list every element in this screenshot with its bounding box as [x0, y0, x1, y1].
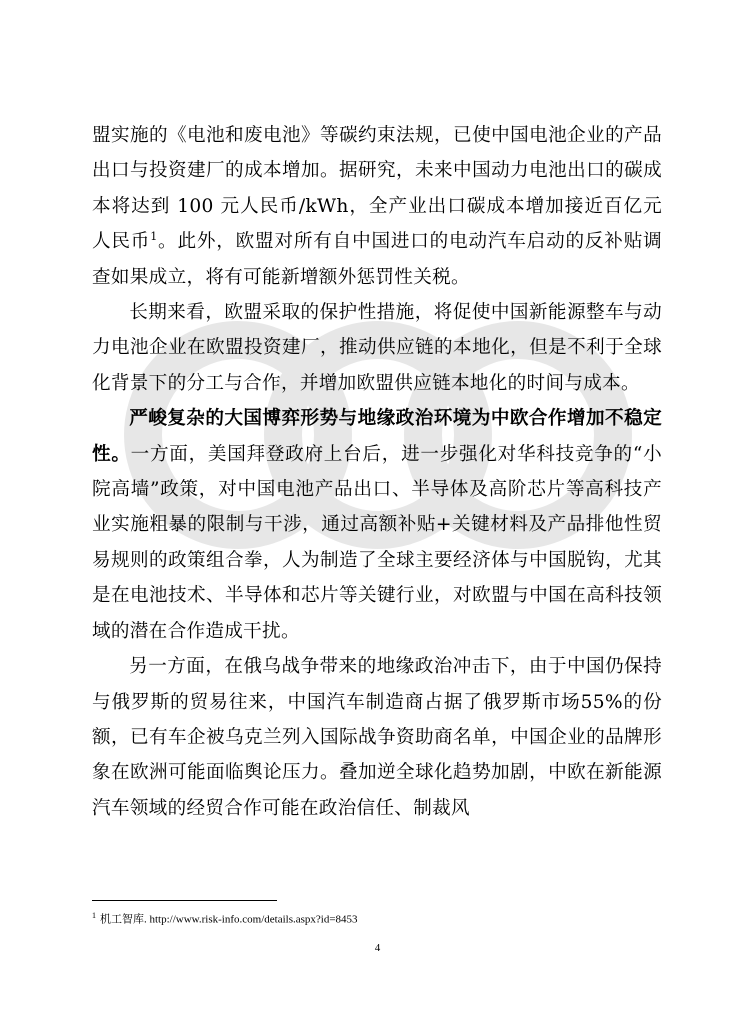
paragraph-text: 另一方面，在俄乌战争带来的地缘政治冲击下，由于中国仍保持与俄罗斯的贸易往来，中国汽车制造商占据了俄罗斯市场55%的份额，已有车企被乌克兰列入国际战争资助商名单，中国企业的品牌形象在欧洲可能面临舆论压力。叠加逆全球化趋势加剧，中欧在新能源汽车领域的经贸合作可能在政治信任、制裁风	[92, 656, 662, 819]
paragraph	[92, 649, 662, 826]
paragraph	[92, 118, 662, 295]
page-number: 4	[374, 942, 381, 954]
paragraph	[92, 401, 662, 649]
footnote-divider	[92, 900, 277, 901]
paragraph-text: 长期来看，欧盟采取的保护性措施，将促使中国新能源整车与动力电池企业在欧盟投资建厂，推动供应链的本地化，但是不利于全球化背景下的分工与合作，并增加欧盟供应链本地化的时间与成本。	[92, 302, 662, 394]
footnote-number: 1	[92, 911, 96, 920]
bold-heading-text: 严峻复杂的大国博弈形势与地缘政治环境为中欧合作增加不稳定性。	[92, 408, 662, 465]
document-body	[92, 118, 662, 826]
paragraph	[92, 295, 662, 401]
paragraph-text: 一方面，美国拜登政府上台后，进一步强化对华科技竞争的“小院高墙”政策，对中国电池产品出口、半导体及高阶芯片等高科技产业实施粗暴的限制与干涉，通过高额补贴+关键材料及产品排他性贸易规则的政策组合拳，人为制造了全球主要经济体与中国脱钩，尤其是在电池技术、半导体和芯片等关键行业，对欧盟与中国在高科技领域的潜在合作造成干扰。	[92, 443, 662, 642]
footnote-text: 机工智库. http://www.risk-info.com/details.aspx?id=8453	[100, 913, 358, 926]
footnote	[92, 908, 662, 928]
paragraph-text: 盟实施的《电池和废电池》等碳约束法规，已使中国电池企业的产品出口与投资建厂的成本增加。据研究，未来中国动力电池出口的碳成本将达到 100 元人民币/kWh，全产业出口碳成本增加接近百亿元人民币	[92, 125, 662, 253]
footnote-reference: 1	[150, 230, 158, 244]
paragraph-text: 。此外，欧盟对所有自中国进口的电动汽车启动的反补贴调查如果成立，将有可能新增额外惩罚性关税。	[92, 231, 662, 288]
